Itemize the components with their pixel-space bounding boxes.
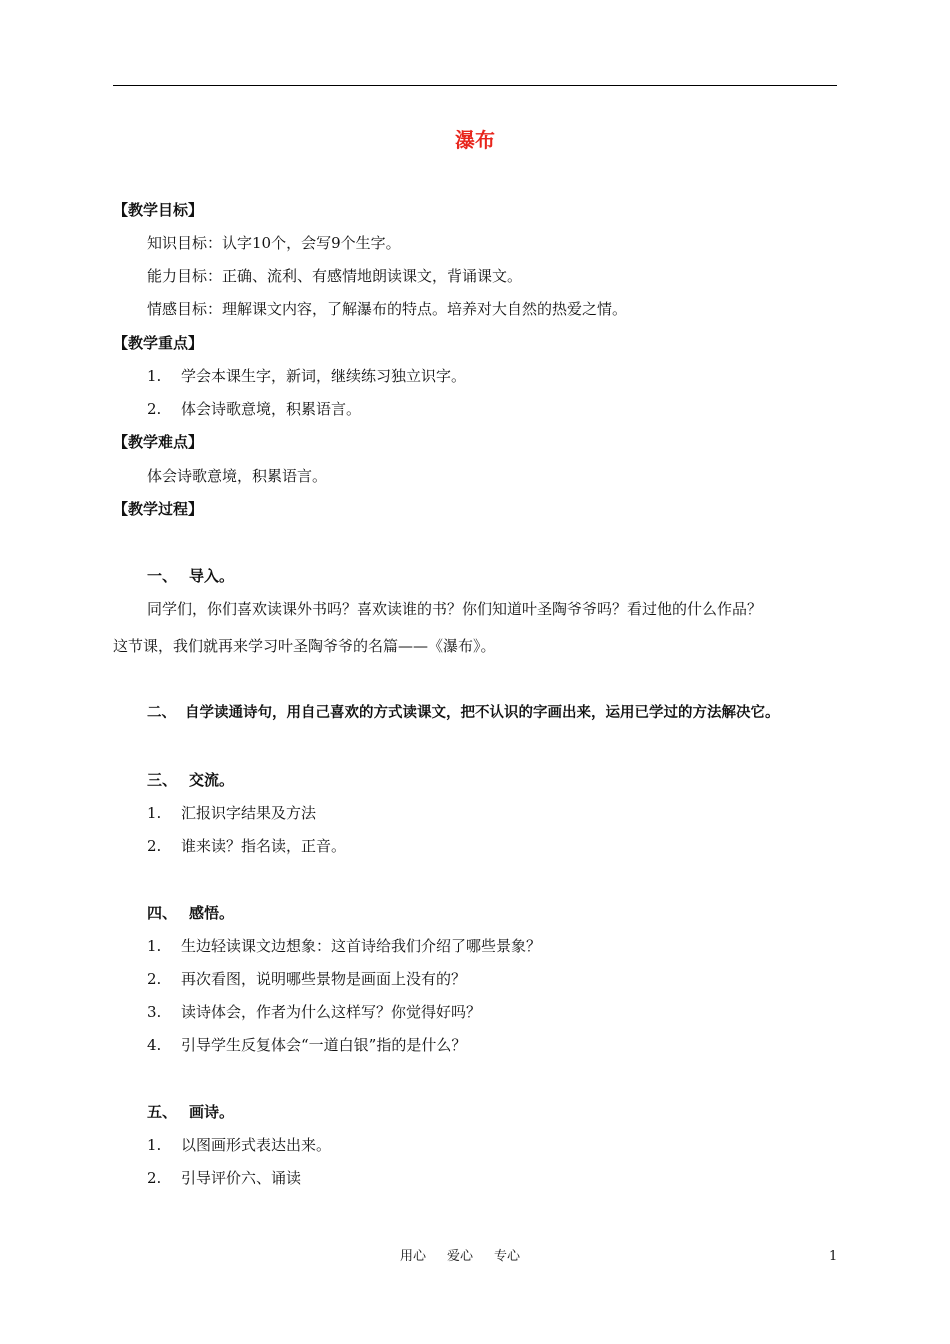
step1-paragraph-line-2: 这节课，我们就再来学习叶圣陶爷爷的名篇——《瀑布》。 [113, 637, 496, 655]
item-number: 2. [147, 400, 162, 418]
item-text: 汇报识字结果及方法 [181, 804, 317, 822]
step4-item [147, 1035, 466, 1055]
item-text: 读诗体会，作者为什么这样写？你觉得好吗？ [181, 1003, 482, 1021]
footer-motto-3: 专心 [494, 1249, 521, 1264]
footer-motto-1: 用心 [400, 1249, 427, 1264]
step-heading-2 [147, 703, 780, 723]
item-text: 引导学生反复体会“一道白银”指的是什么？ [181, 1036, 467, 1054]
step-number: 二、 [147, 705, 176, 721]
item-number: 2. [147, 837, 162, 855]
step5-item [147, 1135, 331, 1155]
document-title: 瀑布 [455, 128, 495, 152]
item-number: 1. [147, 937, 162, 955]
page-number: 1 [829, 1249, 838, 1264]
step-title: 画诗。 [189, 1103, 235, 1121]
item-text: 引导评价六、诵读 [181, 1169, 302, 1187]
item-number: 3. [147, 1003, 162, 1021]
step4-item [147, 969, 466, 989]
goal-ability: 能力目标：正确、流利、有感情地朗读课文，背诵课文。 [147, 267, 523, 285]
step-title: 自学读通诗句，用自己喜欢的方式读课文，把不认识的字画出来，运用已学过的方法解决它。 [185, 705, 780, 721]
step3-item [147, 836, 346, 856]
step3-item [147, 803, 316, 823]
step4-item [147, 936, 541, 956]
item-text: 再次看图，说明哪些景物是画面上没有的？ [181, 970, 467, 988]
key-point-item [147, 366, 466, 386]
step-number: 四、 [147, 904, 178, 922]
goal-knowledge: 知识目标：认字10个，会写9个生字。 [147, 234, 401, 252]
item-number: 1. [147, 1136, 162, 1154]
item-number: 2. [147, 1169, 162, 1187]
difficulty-text: 体会诗歌意境，积累语言。 [147, 467, 328, 485]
header-rule [113, 85, 837, 86]
step-heading-3 [147, 770, 234, 790]
item-text: 谁来读？指名读，正音。 [181, 837, 347, 855]
item-number: 1. [147, 367, 162, 385]
item-number: 2. [147, 970, 162, 988]
item-text: 生边轻读课文边想象：这首诗给我们介绍了哪些景象？ [181, 937, 542, 955]
footer-motto-2: 爱心 [447, 1249, 474, 1264]
step-heading-1 [147, 566, 234, 586]
goals-heading: 【教学目标】 [113, 201, 204, 219]
step-title: 导入。 [189, 567, 235, 585]
step-title: 感悟。 [189, 904, 235, 922]
key-points-heading: 【教学重点】 [113, 334, 204, 352]
difficulty-heading: 【教学难点】 [113, 433, 204, 451]
step-heading-4 [147, 903, 234, 923]
step-number: 五、 [147, 1103, 178, 1121]
item-number: 4. [147, 1036, 162, 1054]
item-text: 以图画形式表达出来。 [181, 1136, 332, 1154]
step4-item [147, 1002, 481, 1022]
step-number: 一、 [147, 567, 178, 585]
step-heading-5 [147, 1102, 234, 1122]
item-number: 1. [147, 804, 162, 822]
step5-item [147, 1168, 301, 1188]
item-text: 学会本课生字，新词，继续练习独立识字。 [181, 367, 467, 385]
key-point-item [147, 399, 361, 419]
step-number: 三、 [147, 771, 178, 789]
process-heading: 【教学过程】 [113, 500, 204, 518]
step1-paragraph-line-1: 同学们，你们喜欢读课外书吗？喜欢读谁的书？你们知道叶圣陶爷爷吗？看过他的什么作品？ [147, 600, 763, 618]
item-text: 体会诗歌意境，积累语言。 [181, 400, 362, 418]
step-title: 交流。 [189, 771, 235, 789]
goal-emotion: 情感目标：理解课文内容，了解瀑布的特点。培养对大自然的热爱之情。 [147, 300, 628, 318]
